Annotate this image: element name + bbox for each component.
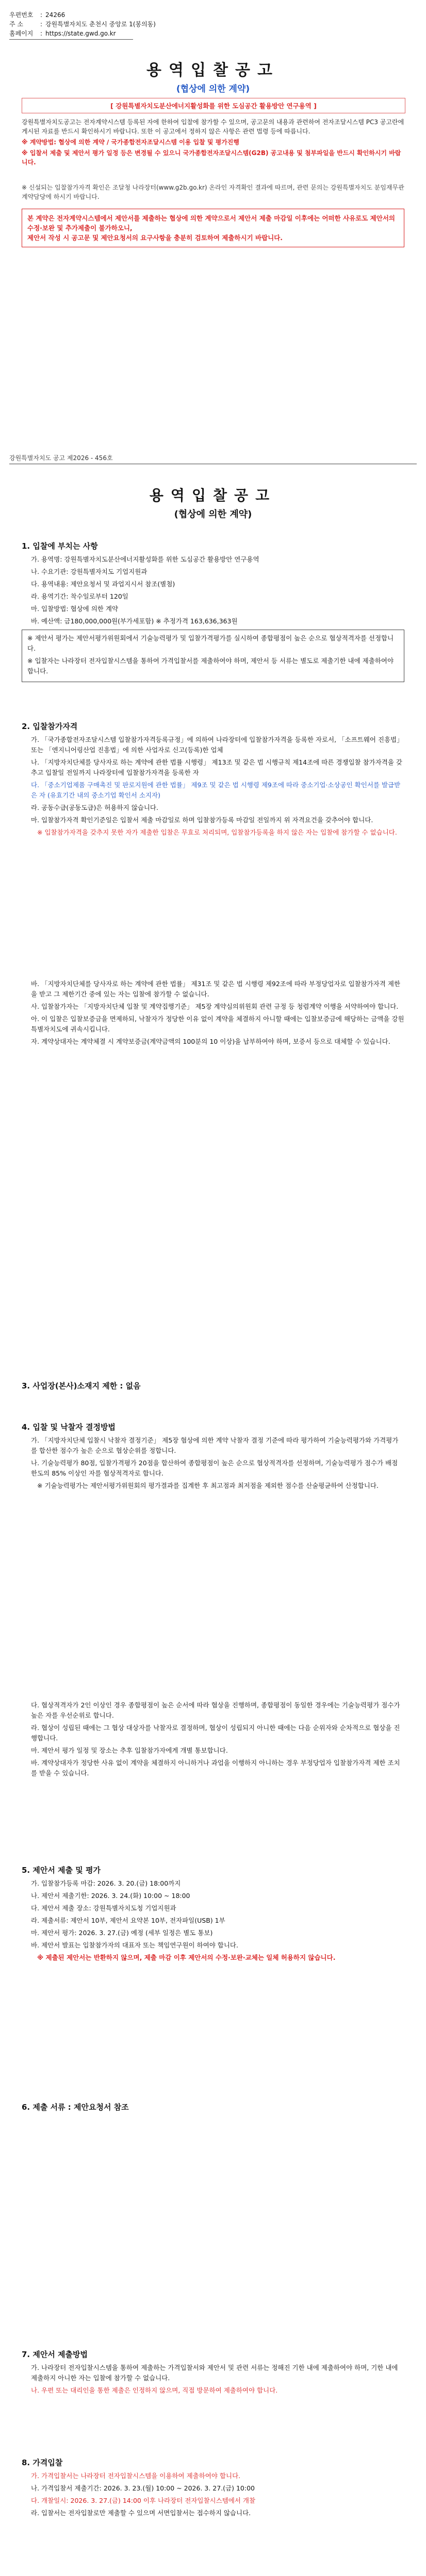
section-line: 사. 입찰참가자는 「지방자치단체 입찰 및 계약집행기준」 제5장 계약심의위원회 관련 규정 등 청렴계약 이행을 서약하여야 합니다. xyxy=(31,1003,399,1010)
section-line: 마. 입찰참가자격 확인기준일은 입찰서 제출 마감일로 하며 입찰참가등록 마감일 전일까지 위 자격요건을 갖추어야 합니다. xyxy=(31,816,373,824)
section-line: 자. 계약상대자는 계약체결 시 계약보증금(계약금액의 100분의 10 이상)을 납부하여야 하며, 보증서 등으로 대체할 수 있습니다. xyxy=(31,1038,390,1045)
cover-hint: ※ 신설되는 입찰참가자격 확인은 조달청 나라장터(www.g2b.go.kr) 온라인 자격확인 결과에 따르며, 관련 문의는 강원특별자치도 분임재무관 계약담당에 하시기 바랍니다. xyxy=(22,184,404,200)
notice-number: 강원특별자치도 공고 제2026 - 456호 xyxy=(9,454,113,462)
section-line: 바. 제안서 발표는 입찰참가자의 대표자 또는 책임연구원이 하여야 합니다. xyxy=(31,1941,238,1949)
section-line: 마. 제안서 평가: 2026. 3. 27.(금) 예정 (세부 일정은 별도 통보) xyxy=(31,1929,213,1937)
header-value: 24266 xyxy=(45,11,65,19)
section-line: 나. 우편 또는 대리인을 통한 제출은 인정하지 않으며, 직접 방문하여 제출하여야 합니다. xyxy=(31,2386,278,2394)
notice-title-block xyxy=(0,484,426,520)
section-heading: 8. 가격입찰 xyxy=(22,2458,63,2467)
header-label: 주 소 xyxy=(9,21,23,28)
section-line: 라. 협상이 성립된 때에는 그 협상 대상자를 낙찰자로 결정하며, 협상이 성립되지 아니한 때에는 다음 순위자와 순차적으로 협상을 진행합니다. xyxy=(31,1724,400,1742)
section-line: 가. 가격입찰서는 나라장터 전자입찰시스템을 이용하여 제출하여야 합니다. xyxy=(31,2472,241,2480)
section-line: 다. 「중소기업제품 구매촉진 및 판로지원에 관한 법률」 제9조 및 같은 법 시행령 제9조에 따라 중소기업·소상공인 확인서를 발급받은 자 (유효기간 내의 중소기업 확인서 소지자) xyxy=(31,781,401,799)
section-line: 나. 가격입찰서 제출기간: 2026. 3. 23.(월) 10:00 ~ 2026. 3. 27.(금) 10:00 xyxy=(31,2484,255,2492)
notice-title: 용역입찰공고 xyxy=(149,487,277,504)
cover-notes xyxy=(22,117,404,168)
section-line: 나. 「지방자치단체를 당사자로 하는 계약에 관한 법률 시행령」 제13조 및 같은 법 시행규칙 제14조에 따른 경쟁입찰 참가자격을 갖추고 입찰일 전일까지 나라장터에 입찰참가자격을 등록한 자 xyxy=(31,758,403,776)
section-line: 라. 제출서류: 제안서 10부, 제안서 요약본 10부, 전자파일(USB) 1부 xyxy=(31,1917,225,1924)
warning-box xyxy=(22,209,404,247)
section-8 xyxy=(22,2458,404,2520)
section-note-box xyxy=(22,630,404,682)
header-label: 홈페이지 xyxy=(9,30,34,37)
section-line: 가. 「국가종합전자조달시스템 입찰참가자격등록규정」에 의하여 나라장터에 입찰참가자격을 등록한 자로서, 「소프트웨어 진흥법」 또는 「엔지니어링산업 진흥법」에 의한 사업자로 신고(등록)한 업체 xyxy=(31,736,403,754)
section-line: 마. 입찰방법: 협상에 의한 계약 xyxy=(31,605,118,613)
section-heading: 5. 제안서 제출 및 평가 xyxy=(22,1866,101,1875)
section-line: 가. 나라장터 전자입찰시스템을 통하여 제출하는 가격입찰서와 제안서 및 관련 서류는 정해진 기한 내에 제출하여야 하며, 기한 내에 제출하지 아니한 자는 입찰에 참가할 수 없습니다. xyxy=(31,2364,398,2382)
section-line: 라. 입찰서는 전자입찰로만 제출할 수 있으며 서면입찰서는 접수하지 않습니다. xyxy=(31,2509,251,2517)
section-line: 나. 수요기관: 강원특별자치도 기업지원과 xyxy=(31,568,148,575)
section-line: 가. 용역명: 강원특별자치도분산에너지활성화를 위한 도심공간 활용방안 연구용역 xyxy=(31,555,259,563)
section-line: 라. 용역기간: 착수일로부터 120일 xyxy=(31,592,128,600)
notice-subtitle: (협상에 의한 계약) xyxy=(174,509,252,520)
section-7 xyxy=(22,2349,404,2398)
cover-note: 강원특별자치도공고는 전자계약시스템 등록된 자에 한하여 입찰에 참가할 수 있으며, 공고문의 내용과 관련하여 전자조달시스템 PC3 공고란에 게시된 자료를 반드시 확인하시기 바랍니다. 또한 이 공고에서 정하지 않은 사항은 관련 법령 등에 따릅니다. xyxy=(22,118,404,135)
section-line: 나. 제안서 제출기한: 2026. 3. 24.(화) 10:00 ~ 18:00 xyxy=(31,1892,190,1900)
cover-note: ※ 계약방법: 협상에 의한 계약 / 국가종합전자조달시스템 이용 입찰 및 평가진행 xyxy=(22,139,239,146)
section-line: 바. 예산액: 금180,000,000원(부가세포함) ※ 추정가격 163,636,363원 xyxy=(31,617,238,625)
header-divider xyxy=(9,39,133,40)
section-heading: 2. 입찰참가자격 xyxy=(22,722,78,731)
section-line: 바. 계약상대자가 정당한 사유 없이 계약을 체결하지 아니하거나 과업을 이행하지 아니하는 경우 부정당업자 입찰참가자격 제한 조치를 받을 수 있습니다. xyxy=(31,1759,400,1777)
page-title: 용역입찰공고 xyxy=(146,61,280,79)
section-line: 마. 제안서 평가 일정 및 장소는 추후 입찰참가자에게 개별 통보합니다. xyxy=(31,1747,228,1754)
section-heading: 1. 입찰에 부치는 사항 xyxy=(22,541,98,551)
section-line: 바. 「지방자치단체를 당사자로 하는 계약에 관한 법률」 제31조 및 같은 법 시행령 제92조에 따라 부정당업자로 입찰참가자격 제한을 받고 그 제한기간 중에 있는 자는 입찰에 참가할 수 없습니다. xyxy=(31,980,401,998)
section-line: 아. 이 입찰은 입찰보증금을 면제하되, 낙찰자가 정당한 이유 없이 계약을 체결하지 아니할 때에는 입찰보증금에 해당하는 금액을 강원특별자치도에 귀속시킵니다. xyxy=(31,1015,404,1033)
section-note: ※ 제출된 제안서는 반환하지 않으며, 제출 마감 이후 제안서의 수정·보완·교체는 일체 허용하지 않습니다. xyxy=(37,1954,336,1961)
section-note: ※ 제안서 평가는 제안서평가위원회에서 기술능력평가 및 입찰가격평가를 실시하여 종합평점이 높은 순으로 협상적격자를 선정합니다. xyxy=(27,634,394,652)
cover-title-block xyxy=(0,61,426,94)
section-line: 가. 입찰참가등록 마감: 2026. 3. 20.(금) 18:00까지 xyxy=(31,1879,181,1887)
project-name-box: [ 강원특별자치도분산에너지활성화를 위한 도심공간 활용방안 연구용역 ] xyxy=(22,98,405,113)
homepage-link[interactable]: https://state.gwd.go.kr xyxy=(45,30,116,37)
section-note: ※ 입찰참가자격을 갖추지 못한 자가 제출한 입찰은 무효로 처리되며, 입찰참가등록을 하지 않은 자는 입찰에 참가할 수 없습니다. xyxy=(37,828,397,836)
notice-number-bar xyxy=(9,453,417,464)
section-line: 나. 기술능력평가 80점, 입찰가격평가 20점을 합산하여 종합평점이 높은 순으로 협상적격자를 선정하며, 기술능력평가 점수가 배점 한도의 85% 이상인 자를 협상적격자로 합니다. xyxy=(31,1459,398,1477)
section-line: 가. 「지방자치단체 입찰시 낙찰자 결정기준」 제5장 협상에 의한 계약 낙찰자 결정 기준에 따라 평가하여 기술능력평가와 가격평가를 합산한 점수가 높은 순으로 협상순위를 정합니다. xyxy=(31,1436,399,1454)
section-6 xyxy=(22,2102,404,2115)
section-1 xyxy=(22,541,404,685)
warning-line: 제안서 작성 시 공고문 및 제안요청서의 요구사항을 충분히 검토하여 제출하시기 바랍니다. xyxy=(27,234,283,242)
header-label: 우편번호 xyxy=(9,11,34,19)
section-note: ※ 입찰자는 나라장터 전자입찰시스템을 통하여 가격입찰서를 제출하여야 하며, 제안서 등 서류는 별도로 제출기한 내에 제출하여야 합니다. xyxy=(27,657,394,675)
section-line: 라. 공동수급(공동도급)은 허용하지 않습니다. xyxy=(31,804,158,811)
section-3 xyxy=(22,1381,404,1394)
section-line: 다. 용역내용: 제안요청서 및 과업지시서 참조(별첨) xyxy=(31,580,175,588)
section-heading: 6. 제출 서류 : 제안요청서 참조 xyxy=(22,2103,129,2112)
section-line: 다. 협상적격자가 2인 이상인 경우 종합평점이 높은 순서에 따라 협상을 진행하며, 종합평점이 동일한 경우에는 기술능력평가 점수가 높은 자를 우선순위로 합니다. xyxy=(31,1701,400,1719)
sender-header: 우편번호 : 24266 주 소 : 강원특별자치도 춘천시 중앙로 1(봉의동) 홈페이지 : https://state.gwd.go.kr xyxy=(9,10,156,40)
section-heading: 7. 제안서 제출방법 xyxy=(22,2350,88,2359)
warning-line: 본 계약은 전자계약시스템에서 제안서를 제출하는 협상에 의한 계약으로서 제안서 제출 마감일 이후에는 어떠한 사유로도 제안서의 수정·보완 및 추가제출이 불가하오니, xyxy=(27,214,395,232)
section-4-continued xyxy=(22,1700,404,1781)
section-heading: 4. 입찰 및 낙찰자 결정방법 xyxy=(22,1422,116,1432)
section-line: 다. 개찰일시: 2026. 3. 27.(금) 14:00 이후 나라장터 전자입찰시스템에서 개찰 xyxy=(31,2497,256,2504)
section-4 xyxy=(22,1422,404,1493)
header-value: 강원특별자치도 춘천시 중앙로 1(봉의동) xyxy=(45,21,156,28)
section-note: ※ 기술능력평가는 제안서평가위원회의 평가결과를 집계한 후 최고점과 최저점을 제외한 점수를 산술평균하여 산정합니다. xyxy=(37,1482,379,1489)
section-5 xyxy=(22,1865,404,1965)
section-line: 다. 제안서 제출 장소: 강원특별자치도청 기업지원과 xyxy=(31,1904,176,1912)
page-subtitle: (협상에 의한 계약) xyxy=(176,84,250,94)
section-2-continued xyxy=(22,979,404,1049)
section-heading: 3. 사업장(본사)소재지 제한 : 없음 xyxy=(22,1381,141,1391)
section-2 xyxy=(22,721,404,840)
cover-note: ※ 입찰서 제출 및 제안서 평가 일정 등은 변경될 수 있으니 국가종합전자조달시스템(G2B) 공고내용 및 첨부파일을 반드시 확인하시기 바랍니다. xyxy=(22,149,401,166)
